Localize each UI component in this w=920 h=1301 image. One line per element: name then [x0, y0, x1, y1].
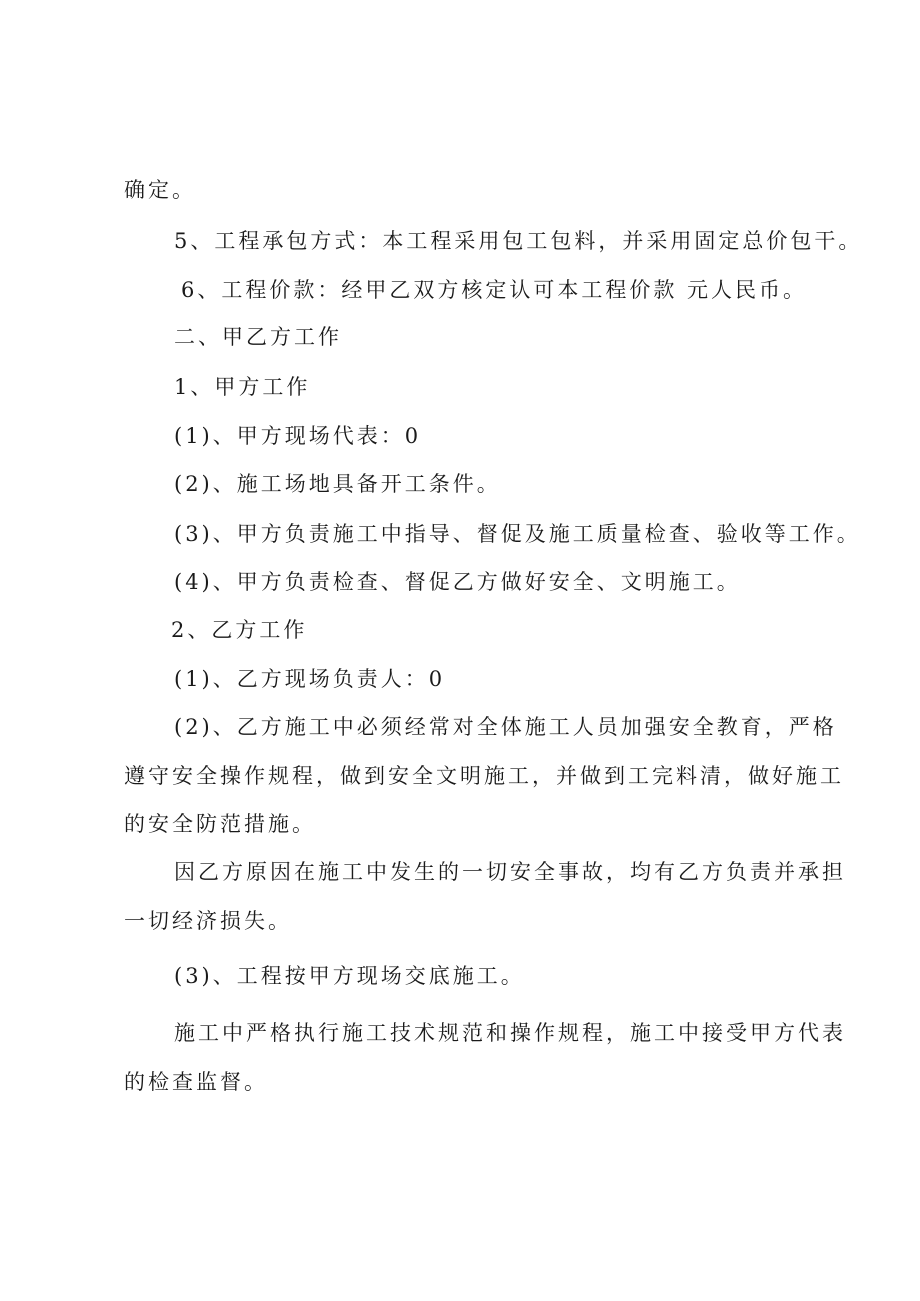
text-line: (1)、甲方现场代表：0 [174, 424, 422, 448]
text-line: 确定。 [124, 178, 196, 202]
text-line: (3)、工程按甲方现场交底施工。 [174, 964, 525, 988]
text-line: (3)、甲方负责施工中指导、督促及施工质量检查、验收等工作。 [174, 522, 861, 546]
text-line: 遵守安全操作规程，做到安全文明施工，并做到工完料清，做好施工 [124, 764, 844, 788]
text-line: (2)、施工场地具备开工条件。 [174, 472, 501, 496]
text-line: (1)、乙方现场负责人：0 [174, 667, 446, 691]
text-line: (4)、甲方负责检查、督促乙方做好安全、文明施工。 [174, 570, 741, 594]
text-line: 施工中严格执行施工技术规范和操作规程，施工中接受甲方代表 [174, 1021, 846, 1045]
subsection-heading: 1、甲方工作 [174, 375, 311, 399]
text-line: 6、工程价款：经甲乙双方核定认可本工程价款 元人民币。 [181, 278, 808, 302]
text-line: 5、工程承包方式：本工程采用包工包料，并采用固定总价包干。 [174, 229, 863, 253]
subsection-heading: 2、乙方工作 [171, 618, 308, 642]
text-line: (2)、乙方施工中必须经常对全体施工人员加强安全教育，严格 [174, 715, 837, 739]
text-line: 一切经济损失。 [124, 909, 292, 933]
text-line: 的检查监督。 [124, 1070, 268, 1094]
section-heading: 二、甲乙方工作 [174, 325, 342, 349]
text-line: 因乙方原因在施工中发生的一切安全事故，均有乙方负责并承担 [174, 860, 846, 884]
text-line: 的安全防范措施。 [124, 812, 316, 836]
